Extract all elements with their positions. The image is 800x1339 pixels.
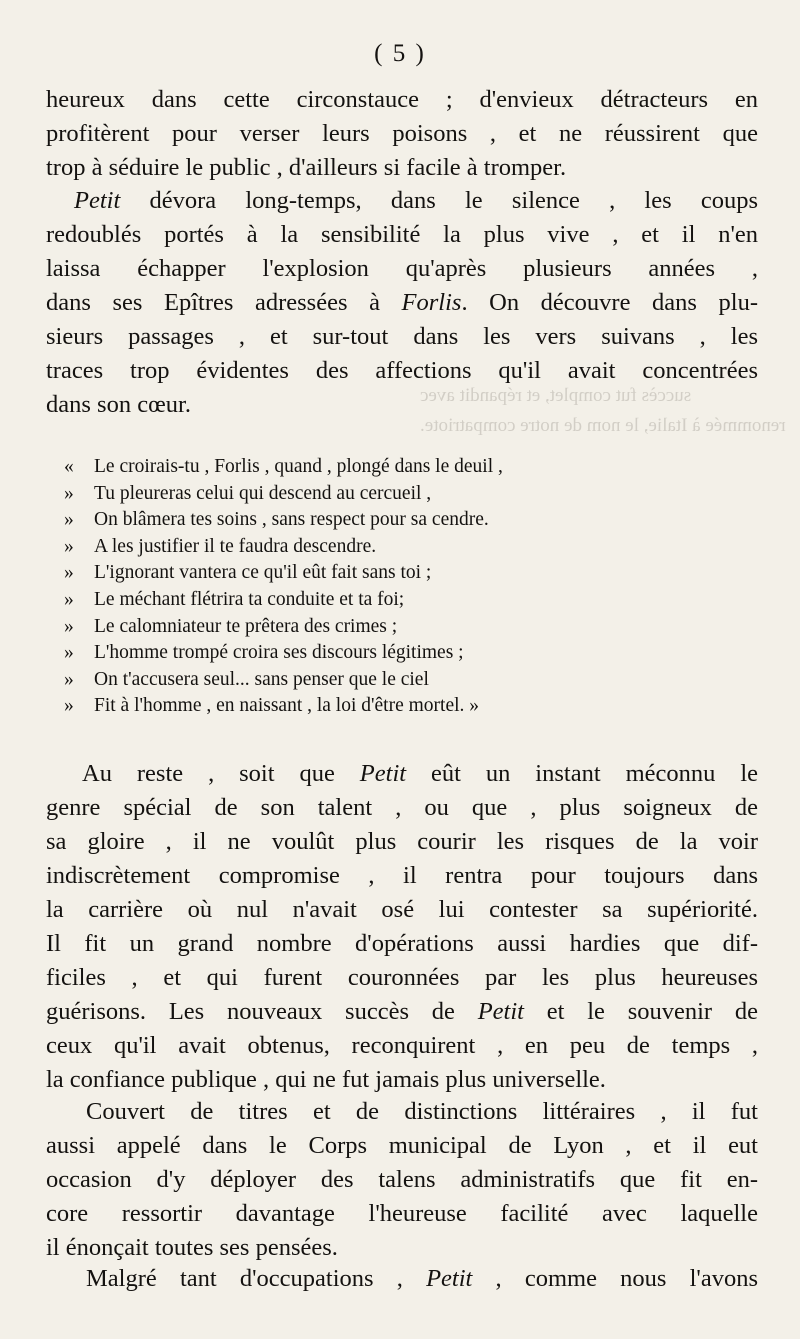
text-line: traces trop évidentes des affections qu'il avait concentrées: [46, 357, 758, 384]
text-line: ceux qu'il avait obtenus, reconquirent , en peu de temps ,: [46, 1032, 758, 1059]
text-line: indiscrètement compromise , il rentra pour toujours dans: [46, 862, 758, 889]
text-line: ficiles , et qui furent couronnées par les plus heureuses: [46, 964, 758, 991]
text-line: dans ses Epîtres adressées à Forlis. On découvre dans plu-: [46, 289, 758, 316]
text-line: la confiance publique , qui ne fut jamais plus universelle.: [46, 1066, 606, 1093]
text-line: sa gloire , il ne voulût plus courir les risques de la voir: [46, 828, 758, 855]
name-petit: Petit: [359, 760, 407, 787]
text-line: Couvert de titres et de distinctions littéraires , il fut: [86, 1098, 758, 1125]
text-line: occasion d'y déployer des talens administratifs que fit en-: [46, 1166, 758, 1193]
verse-line: » L'ignorant vantera ce qu'il eût fait sans toi ;: [64, 562, 432, 584]
text-line: redoublés portés à la sensibilité la plus vive , et il n'en: [46, 221, 758, 248]
verse-quotation: [64, 454, 664, 720]
text-line: dans son cœur.: [46, 391, 191, 418]
verse-line: » A les justifier il te faudra descendre.: [64, 535, 377, 557]
verse-line: » L'homme trompé croira ses discours légitimes ;: [64, 642, 464, 664]
text-line: trop à séduire le public , d'ailleurs si facile à tromper.: [46, 154, 567, 181]
text-line: genre spécial de son talent , ou que , plus soigneux de: [46, 794, 758, 821]
text-line: Il fit un grand nombre d'opérations aussi hardies que dif-: [46, 930, 758, 957]
verse-line: » Le calomniateur te prêtera des crimes ;: [64, 615, 398, 637]
name-petit: Petit: [426, 1265, 473, 1292]
text-line: profitèrent pour verser leurs poisons , et ne réussirent que: [46, 120, 758, 147]
verse-line: » On t'accusera seul... sans penser que le ciel: [64, 668, 429, 690]
paragraph-3: [46, 757, 758, 1097]
text-line: Malgré tant d'occupations , Petit , comme nous l'avons: [86, 1265, 758, 1292]
text-line: Au reste , soit que Petit eût un instant méconnu le: [82, 760, 759, 787]
text-line: core ressortir davantage l'heureuse facilité avec laquelle: [46, 1200, 758, 1227]
verse-line: » Fit à l'homme , en naissant , la loi d'être mortel. »: [64, 695, 480, 717]
text-line: la carrière où nul n'avait osé lui contester sa supériorité.: [46, 896, 758, 923]
text-line: il énonçait toutes ses pensées.: [46, 1234, 338, 1261]
text-line: aussi appelé dans le Corps municipal de Lyon , et il eut: [46, 1132, 758, 1159]
name-petit: Petit: [477, 998, 524, 1025]
paragraph-1: [46, 83, 758, 185]
name-petit: Petit: [74, 187, 121, 214]
text-line: laissa échapper l'explosion qu'après plusieurs années ,: [46, 255, 758, 282]
paragraph-4: [46, 1095, 758, 1265]
text-line: heureux dans cette circonstauce ; d'envieux détracteurs en: [46, 86, 758, 113]
verse-line: « Le croirais-tu , Forlis , quand , plongé dans le deuil ,: [64, 456, 503, 477]
verse-line: » Le méchant flétrira ta conduite et ta foi;: [64, 588, 405, 610]
text-line: sieurs passages , et sur-tout dans les vers suivans , les: [46, 323, 758, 350]
bleed-through-text: renommée à Italie, le nom de notre compatriote.: [420, 415, 786, 436]
verse-line: » Tu pleureras celui qui descend au cercueil ,: [64, 482, 432, 504]
paragraph-5: [46, 1262, 758, 1296]
verse-line: » On blâmera tes soins , sans respect pour sa cendre.: [64, 509, 489, 531]
text-line: guérisons. Les nouveaux succès de Petit et le souvenir de: [46, 998, 758, 1025]
bleed-through-text: succès fut complet, et répandit avec: [420, 385, 692, 406]
paragraph-2: [46, 184, 758, 422]
text-line: Petit dévora long-temps, dans le silence , les coups: [74, 187, 758, 214]
name-forlis: Forlis: [401, 289, 462, 316]
page-number: ( 5 ): [374, 40, 426, 67]
